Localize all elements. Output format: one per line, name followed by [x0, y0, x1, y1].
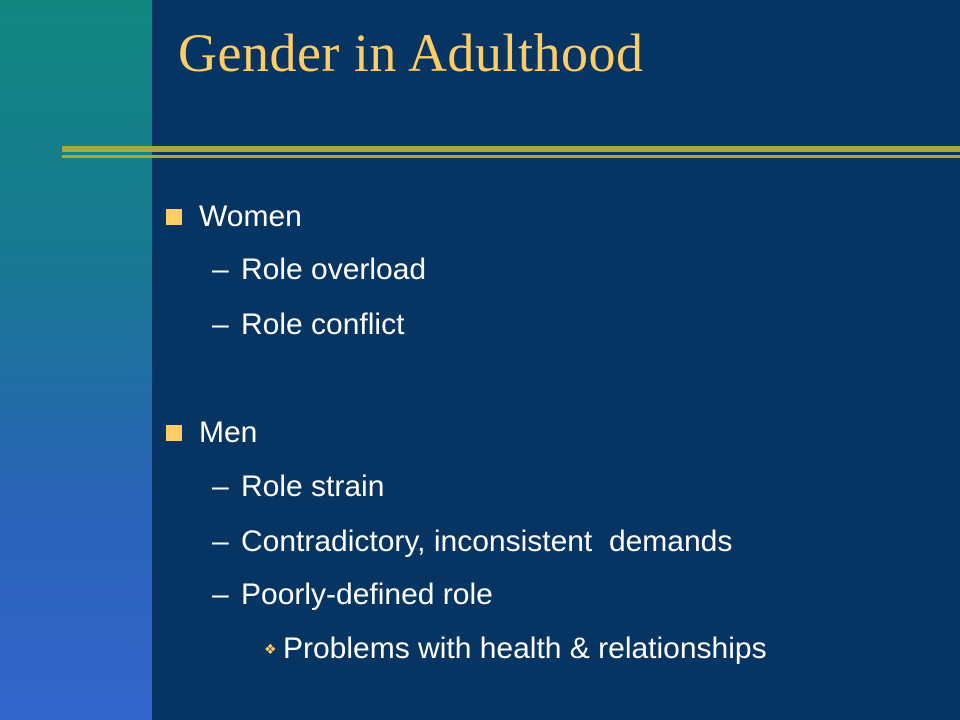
square-bullet-icon [166, 209, 182, 225]
subbullet-role-strain: Role strain [241, 470, 385, 503]
dash-icon: – [212, 308, 229, 341]
square-bullet-icon [166, 425, 182, 441]
dash-icon: – [212, 578, 229, 611]
subbullet-contradictory-demands: Contradictory, inconsistent demands [241, 525, 733, 558]
dash-icon: – [212, 525, 229, 558]
dash-icon: – [212, 253, 229, 286]
subbullet-role-conflict: Role conflict [241, 308, 405, 341]
slide-title: Gender in Adulthood [178, 23, 644, 83]
diamond-bullet-icon: ❖ [264, 642, 277, 658]
subsubbullet-health-relationships: Problems with health & relationships [283, 632, 767, 665]
bullet-men: Men [199, 416, 258, 449]
bullet-women: Women [199, 200, 302, 233]
subbullet-poorly-defined-role: Poorly-defined role [241, 578, 493, 611]
dash-icon: – [212, 470, 229, 503]
subbullet-role-overload: Role overload [241, 253, 427, 286]
